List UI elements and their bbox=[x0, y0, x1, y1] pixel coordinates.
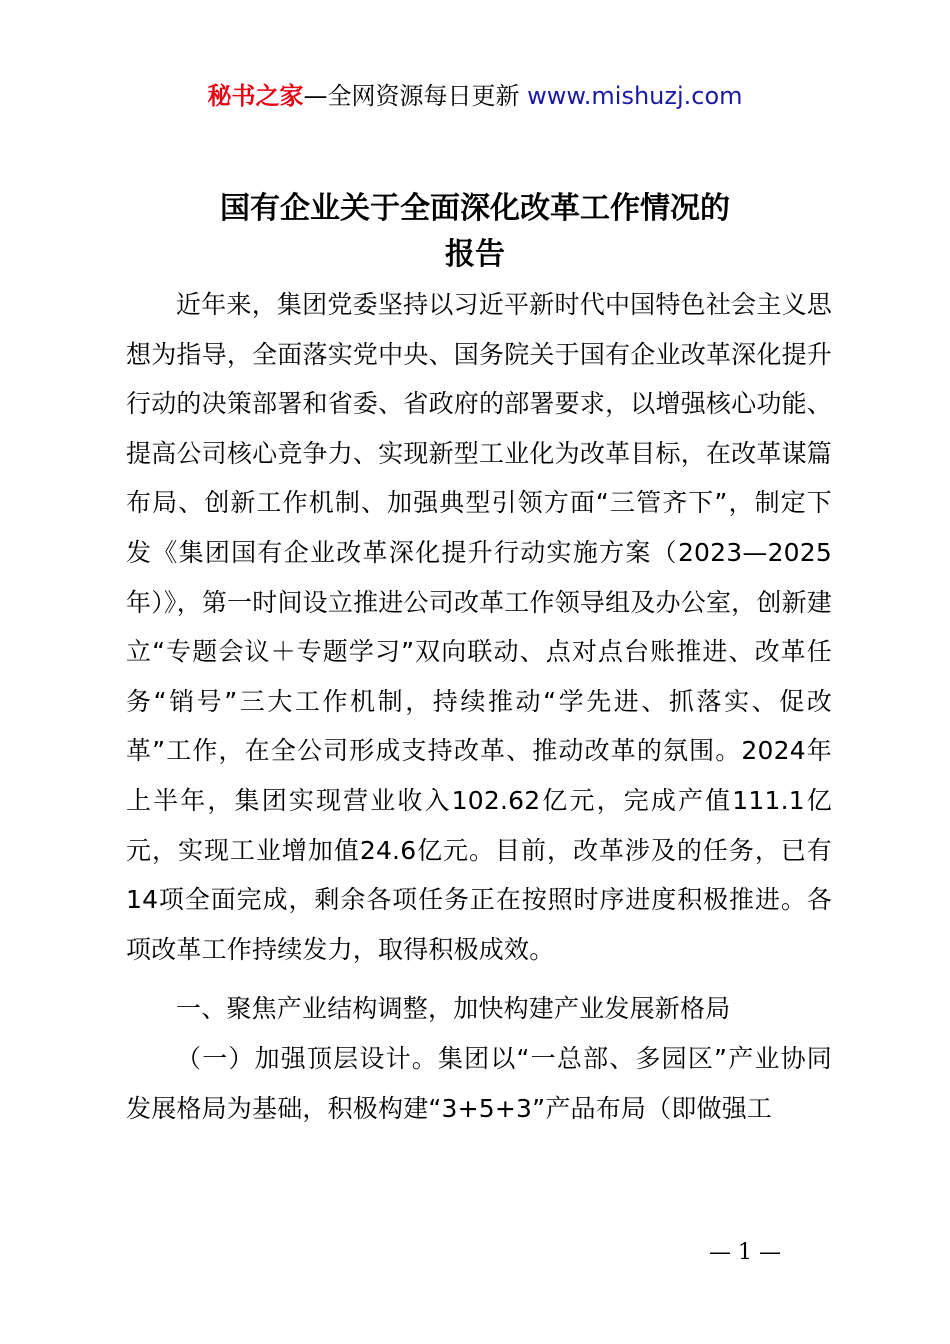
document-title-line-1: 国有企业关于全面深化改革工作情况的 bbox=[220, 191, 730, 226]
site-banner bbox=[0, 80, 950, 112]
subsection-paragraph: （一）加强顶层设计。集团以“一总部、多园区”产业协同发展格局为基础，积极构建“3+5+3”产品布局（即做强工 bbox=[126, 1043, 832, 1123]
document-body bbox=[126, 280, 832, 1133]
section-heading: 一、聚焦产业结构调整，加快构建产业发展新格局 bbox=[176, 994, 731, 1024]
document-title-line-2: 报告 bbox=[445, 237, 505, 272]
site-url-link[interactable]: www.mishuzj.com bbox=[527, 82, 743, 110]
page-number: — 1 — bbox=[709, 1240, 781, 1265]
document-title bbox=[0, 186, 950, 278]
banner-tagline: —全网资源每日更新 bbox=[303, 82, 528, 110]
intro-paragraph: 近年来，集团党委坚持以习近平新时代中国特色社会主义思想为指导，全面落实党中央、国务院关于国有企业改革深化提升行动的决策部署和省委、省政府的部署要求，以增强核心功能、提高公司核心竞争力、实现新型工业化为改革目标，在改革谋篇布局、创新工作机制、加强典型引领方面“三管齐下”，制定下发《集团国有企业改革深化提升行动实施方案（2023—2025年）》，第一时间设立推进公司改革工作领导组及办公室，创新建立“专题会议＋专题学习”双向联动、点对点台账推进、改革任务“销号”三大工作机制，持续推动“学先进、抓落实、促改革”工作，在全公司形成支持改革、推动改革的氛围。2024年上半年，集团实现营业收入102.62亿元，完成产值111.1亿元，实现工业增加值24.6亿元。目前，改革涉及的任务，已有14项全面完成，剩余各项任务正在按照时序进度积极推进。各项改革工作持续发力，取得积极成效。 bbox=[126, 290, 832, 964]
brand-name: 秘书之家 bbox=[207, 82, 304, 110]
